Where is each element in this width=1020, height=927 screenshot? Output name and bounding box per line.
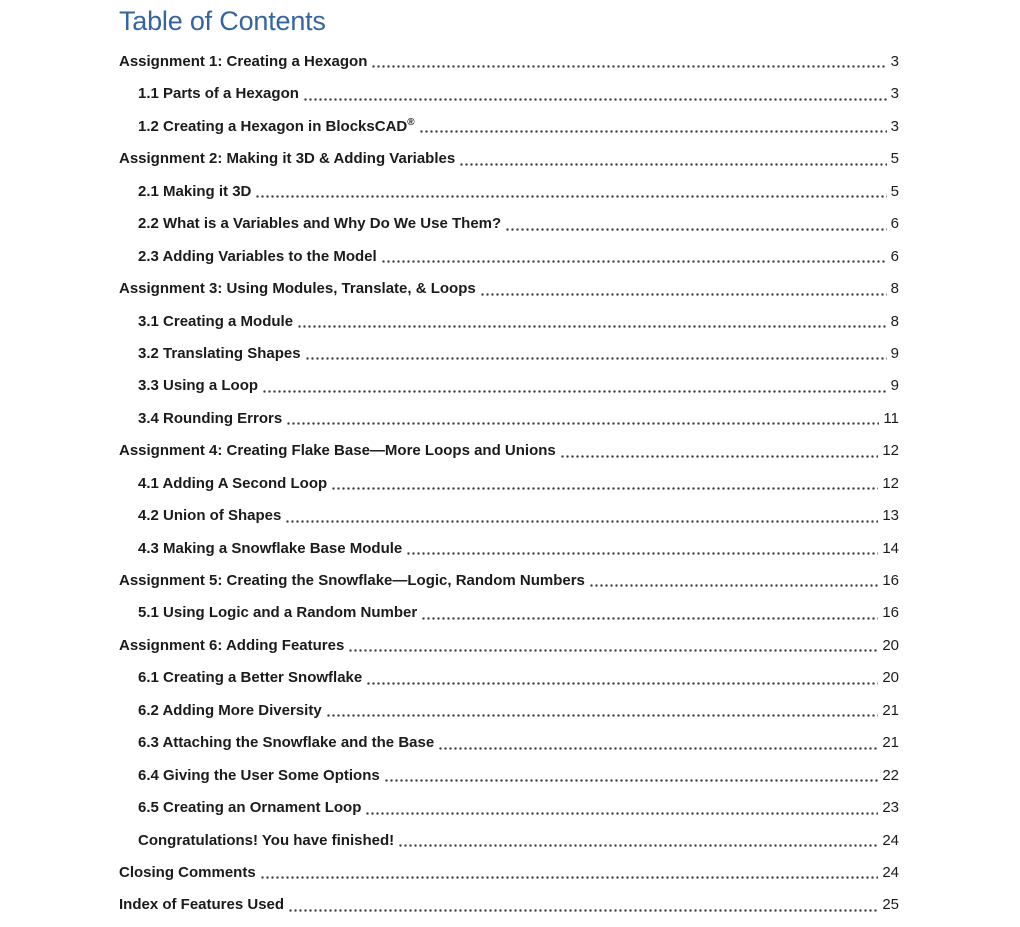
toc-entry[interactable] xyxy=(119,533,899,565)
dot-leader xyxy=(398,825,878,857)
toc-page-number: 25 xyxy=(882,896,899,914)
toc-page-number: 6 xyxy=(890,215,899,233)
toc-page-number: 24 xyxy=(882,863,899,881)
toc-entry-label: 3.2 Translating Shapes xyxy=(138,344,301,362)
toc-entry[interactable] xyxy=(119,695,899,727)
dot-leader xyxy=(371,46,886,78)
dot-leader xyxy=(255,176,886,208)
toc-entry[interactable] xyxy=(119,338,899,370)
toc-entry[interactable] xyxy=(119,792,899,824)
toc-entry-label: Assignment 5: Creating the Snowflake—Logic, Random Numbers xyxy=(119,572,585,589)
dot-leader xyxy=(326,695,879,727)
toc-entry[interactable] xyxy=(119,435,899,467)
toc-page-number: 24 xyxy=(882,831,899,849)
dot-leader xyxy=(260,857,879,889)
dot-leader xyxy=(419,111,887,143)
toc-entry-label: Assignment 3: Using Modules, Translate, & Loops xyxy=(119,280,476,298)
toc-entry[interactable] xyxy=(119,111,899,143)
toc-page-number: 8 xyxy=(890,312,899,330)
toc-entry-label: Congratulations! You have finished! xyxy=(138,831,395,849)
toc-page-number: 5 xyxy=(890,150,899,168)
dot-leader xyxy=(381,241,887,273)
toc-page-number: 13 xyxy=(882,507,899,525)
page-title: Table of Contents xyxy=(119,6,326,36)
toc-entry[interactable] xyxy=(119,273,899,305)
toc-entry-label: 3.1 Creating a Module xyxy=(138,312,294,330)
toc-entry-label: 4.1 Adding A Second Loop xyxy=(138,474,328,492)
toc-page-number: 20 xyxy=(882,669,899,687)
toc-page-number: 21 xyxy=(882,734,899,752)
toc-entry[interactable] xyxy=(119,241,899,273)
dot-leader xyxy=(384,760,879,792)
toc-entry-label: Assignment 6: Adding Features xyxy=(119,636,345,654)
toc-entry[interactable] xyxy=(119,727,899,759)
toc-entry[interactable] xyxy=(119,630,899,662)
toc-entry[interactable] xyxy=(119,857,899,889)
toc-page-number: 20 xyxy=(882,636,899,654)
toc-entry-label: 6.1 Creating a Better Snowflake xyxy=(138,669,363,687)
dot-leader xyxy=(348,630,878,662)
dot-leader xyxy=(305,338,887,370)
toc-entry[interactable] xyxy=(119,500,899,532)
toc-entry[interactable] xyxy=(119,176,899,208)
toc-page-number: 9 xyxy=(890,344,899,362)
dot-leader xyxy=(505,208,886,240)
toc-page-number: 5 xyxy=(890,182,899,200)
toc-entry[interactable] xyxy=(119,825,899,857)
toc-entry-label: Assignment 1: Creating a Hexagon xyxy=(119,53,368,70)
dot-leader xyxy=(480,273,887,305)
dot-leader xyxy=(286,403,879,435)
toc-entry[interactable] xyxy=(119,370,899,402)
toc-page-number: 3 xyxy=(890,85,899,103)
toc-entry-label: Assignment 4: Creating Flake Base—More Loops and Unions xyxy=(119,442,556,460)
toc-entry-label: Closing Comments xyxy=(119,863,256,881)
toc-page-number: 14 xyxy=(882,539,899,557)
toc-page-number: 23 xyxy=(882,799,899,817)
dot-leader xyxy=(366,662,878,694)
toc-page-number: 8 xyxy=(890,280,899,298)
dot-leader xyxy=(421,597,878,629)
dot-leader xyxy=(303,78,887,110)
dot-leader xyxy=(288,889,878,921)
toc-entry-label: 1.1 Parts of a Hexagon xyxy=(138,85,299,103)
toc-page-number: 11 xyxy=(883,409,899,427)
toc-entry[interactable] xyxy=(119,78,899,110)
toc-entry[interactable] xyxy=(119,565,899,597)
toc-entry[interactable] xyxy=(119,889,899,921)
toc-entry[interactable] xyxy=(119,403,899,435)
toc-entry-label: 6.3 Attaching the Snowflake and the Base xyxy=(138,734,435,752)
toc-entry-label: 4.3 Making a Snowflake Base Module xyxy=(138,539,403,557)
dot-leader xyxy=(560,435,879,467)
toc-entry-label: 2.3 Adding Variables to the Model xyxy=(138,247,377,265)
toc-entry[interactable] xyxy=(119,306,899,338)
toc-entry-label: Index of Features Used xyxy=(119,896,285,914)
toc-page-number: 21 xyxy=(882,701,899,719)
toc-entry[interactable] xyxy=(119,662,899,694)
dot-leader xyxy=(365,792,878,824)
toc-entry-label: 6.2 Adding More Diversity xyxy=(138,701,322,719)
toc-page-number: 12 xyxy=(882,474,899,492)
toc-entry-label: Assignment 2: Making it 3D & Adding Variables xyxy=(119,150,456,168)
toc-entry-label: 6.4 Giving the User Some Options xyxy=(138,766,380,784)
toc-entry-label: 2.2 What is a Variables and Why Do We Use Them? xyxy=(138,215,502,233)
toc-entry[interactable] xyxy=(119,597,899,629)
toc-entry[interactable] xyxy=(119,143,899,175)
toc-entry-label: 2.1 Making it 3D xyxy=(138,182,252,200)
dot-leader xyxy=(459,143,886,175)
dot-leader xyxy=(297,306,887,338)
toc-entry-label: 5.1 Using Logic and a Random Number xyxy=(138,604,418,622)
toc-entry-label: 4.2 Union of Shapes xyxy=(138,507,282,525)
toc-entry[interactable] xyxy=(119,208,899,240)
toc-page-number: 16 xyxy=(882,572,899,589)
toc-page-number: 9 xyxy=(890,377,899,395)
toc-page-number: 16 xyxy=(882,604,899,622)
toc-list xyxy=(119,46,899,922)
toc-entry-label: 3.3 Using a Loop xyxy=(138,377,259,395)
dot-leader xyxy=(262,370,887,402)
toc-entry[interactable] xyxy=(119,46,899,78)
dot-leader xyxy=(589,565,878,597)
toc-entry-label: 3.4 Rounding Errors xyxy=(138,409,283,427)
dot-leader xyxy=(285,500,878,532)
dot-leader xyxy=(331,468,878,500)
toc-page-number: 22 xyxy=(882,766,899,784)
dot-leader xyxy=(406,533,878,565)
toc-page-number: 12 xyxy=(882,442,899,460)
toc-entry[interactable] xyxy=(119,760,899,792)
toc-page-number: 3 xyxy=(890,117,899,135)
toc-entry-label: 6.5 Creating an Ornament Loop xyxy=(138,799,362,817)
toc-entry-label: 1.2 Creating a Hexagon in BlocksCAD® xyxy=(138,116,415,135)
dot-leader xyxy=(438,727,878,759)
toc-page-number: 3 xyxy=(890,53,899,70)
toc-page-number: 6 xyxy=(890,247,899,265)
toc-entry[interactable] xyxy=(119,468,899,500)
